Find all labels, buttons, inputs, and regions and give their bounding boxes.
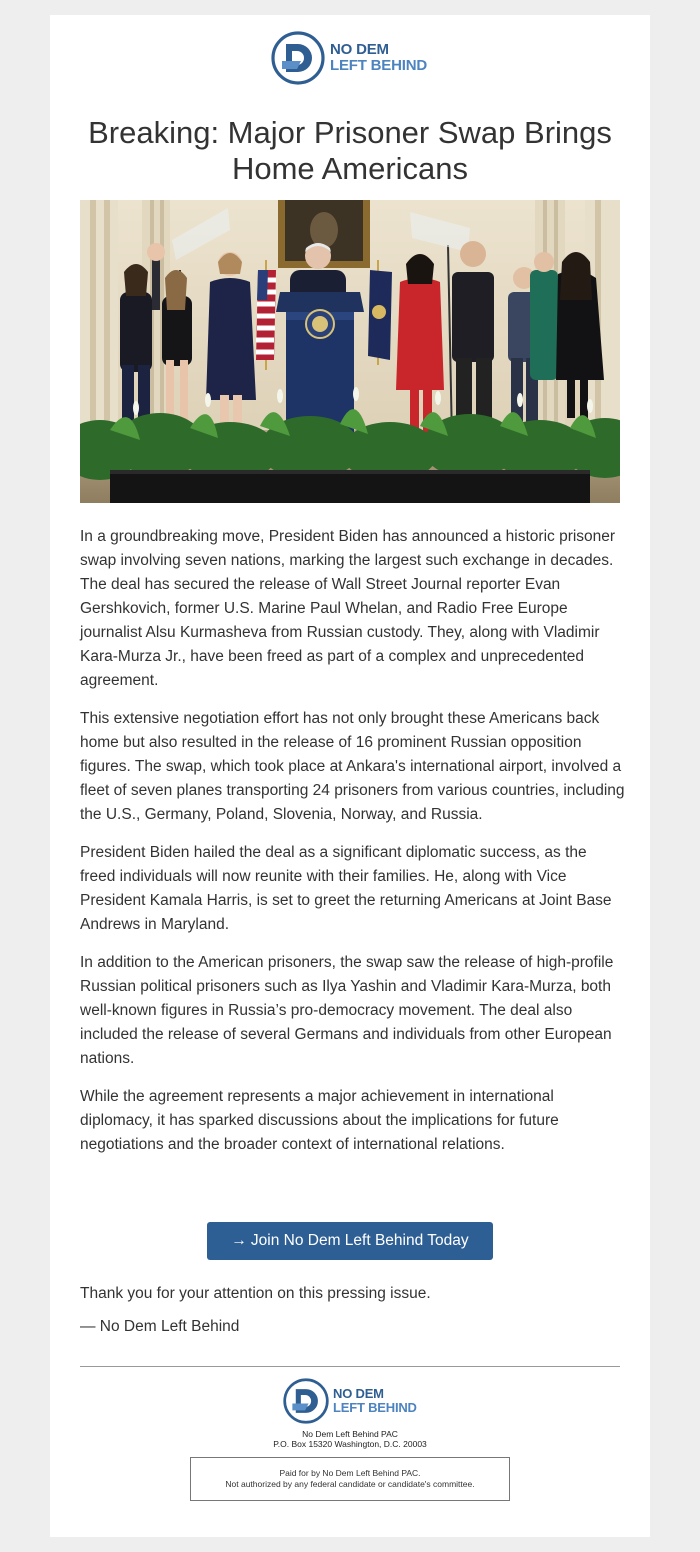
join-button[interactable] [207,1222,493,1260]
closing-signoff: — No Dem Left Behind [80,1318,240,1335]
article-paragraph-4: In addition to the American prisoners, the swap saw the release of high-profile Russian political prisoners such as Ilya Yashin and Vladimir Kara-Murza, both well-known figures in Russia’s pro-democracy movement. The deal also included the release of several Germans and individuals from other European nations. [80,954,614,1067]
brand-name [330,42,427,74]
closing-thanks: Thank you for your attention on this pressing issue. [80,1285,431,1302]
d-circle-logo-icon [271,31,325,85]
article-photo [80,200,620,503]
arrow-right-icon: → [231,1232,247,1249]
d-circle-logo-icon [283,1378,329,1424]
footer-logo[interactable] [283,1378,417,1424]
article-paragraph-5: While the agreement represents a major achievement in international diplomacy, it has sparked discussions about the implications for future negotiations and the broader context of international relations. [80,1088,559,1153]
footer-brand-name-line2: LEFT BEHIND [333,1400,417,1415]
article-headline: Breaking: Major Prisoner Swap Brings Home Americans [88,115,612,186]
article-paragraph-2: This extensive negotiation effort has not only brought these Americans back home but also resulted in the release of 16 prominent Russian opposition figures. The swap, which took place at Ankara's international airport, involved a fleet of seven planes transporting 24 prisoners from various countries, including the U.S., Germany, Poland, Slovenia, Norway, and Russia. [80,710,625,823]
article-paragraph-3: President Biden hailed the deal as a significant diplomatic success, as the freed individuals will now reunite with their families. He, along with Vice President Kamala Harris, is set to greet the returning Americans at Joint Base Andrews in Maryland. [80,844,612,933]
footer-divider [80,1366,620,1367]
brand-name-line2: LEFT BEHIND [330,57,427,74]
join-button-label: Join No Dem Left Behind Today [250,1232,469,1249]
paid-for-disclaimer [190,1457,510,1501]
header-logo[interactable] [271,31,427,85]
brand-name-line1: NO DEM [330,41,389,59]
article-paragraph-1: In a groundbreaking move, President Biden has announced a historic prisoner swap involving seven nations, marking the largest such exchange in decades. The deal has secured the release of Wall Street Journal reporter Evan Gershkovich, former U.S. Marine Paul Whelan, and Radio Free Europe journalist Alsu Kurmasheva from Russian custody. They, along with Vladimir Kara-Murza Jr., have been freed as part of a complex and unprecedented agreement. [80,528,616,689]
disclaimer-line-1: Paid for by No Dem Left Behind PAC. [279,1468,421,1478]
disclaimer-line-2: Not authorized by any federal candidate or candidate's committee. [225,1479,475,1489]
footer-brand-name-line1: NO DEM [333,1386,384,1402]
email-card [50,15,650,1537]
footer-org-name: No Dem Left Behind PAC [302,1429,398,1439]
article-body [80,525,625,1171]
footer-brand-name [333,1387,417,1414]
footer-address: P.O. Box 15320 Washington, D.C. 20003 [273,1439,427,1449]
